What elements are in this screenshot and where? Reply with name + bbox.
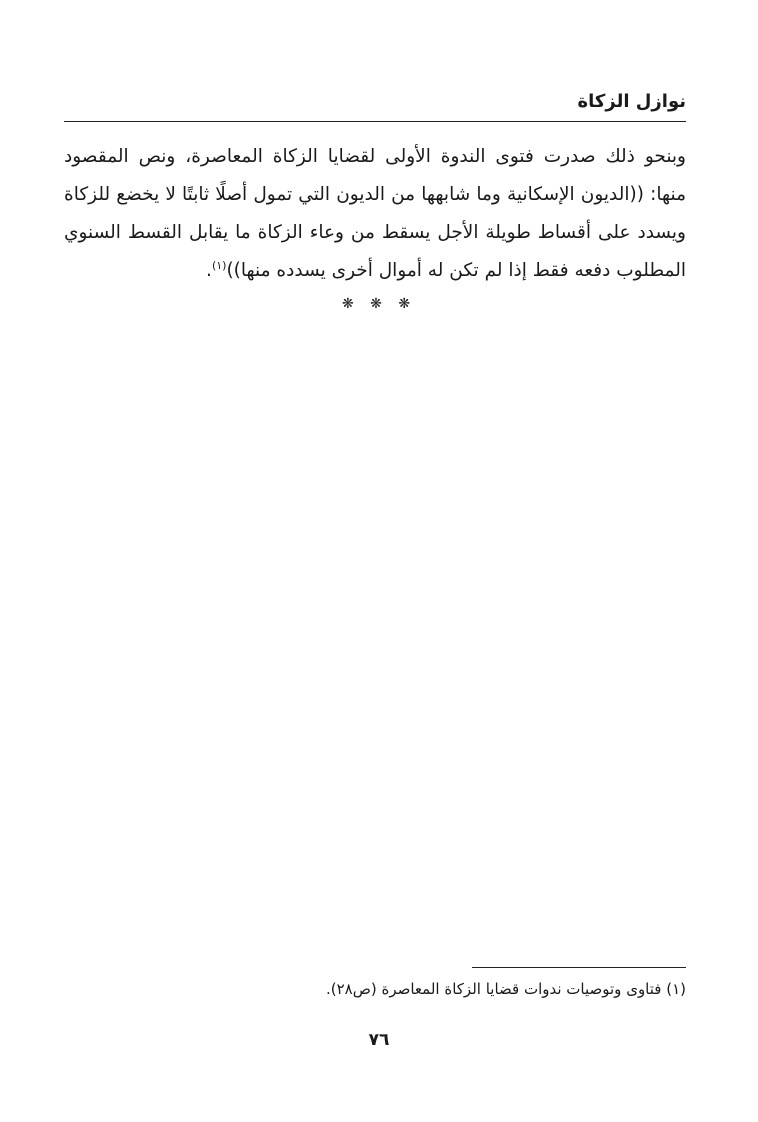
section-separator: ❋ ❋ ❋ — [341, 296, 417, 312]
footnote-reference: (١) — [211, 258, 227, 272]
body-paragraph — [64, 138, 686, 290]
body-text — [64, 138, 686, 290]
paragraph-main-text: وبنحو ذلك صدرت فتوى الندوة الأولى لقضايا الزكاة المعاصرة، ونص المقصود منها: ((الديون الإسكانية وما شابهها من الديون التي تمول أصلًا ثابتًا لا يخضع للزكاة ويسدد على أقساط طويلة الأجل يسقط من وعاء الزكاة ما يقابل القسط السنوي المطلوب دفعه فقط إذا لم تكن له أموال أخرى يسدده منها)) — [64, 146, 686, 281]
header-rule — [64, 121, 686, 122]
running-header — [64, 86, 686, 122]
page-number: ٧٦ — [368, 1030, 390, 1050]
header-title: نوازل الزكاة — [577, 91, 686, 112]
footnote-rule — [472, 967, 686, 968]
paragraph-end-punctuation: . — [206, 260, 212, 281]
footnote: (١) فتاوى وتوصيات ندوات قضايا الزكاة المعاصرة (ص٢٨). — [325, 980, 686, 998]
